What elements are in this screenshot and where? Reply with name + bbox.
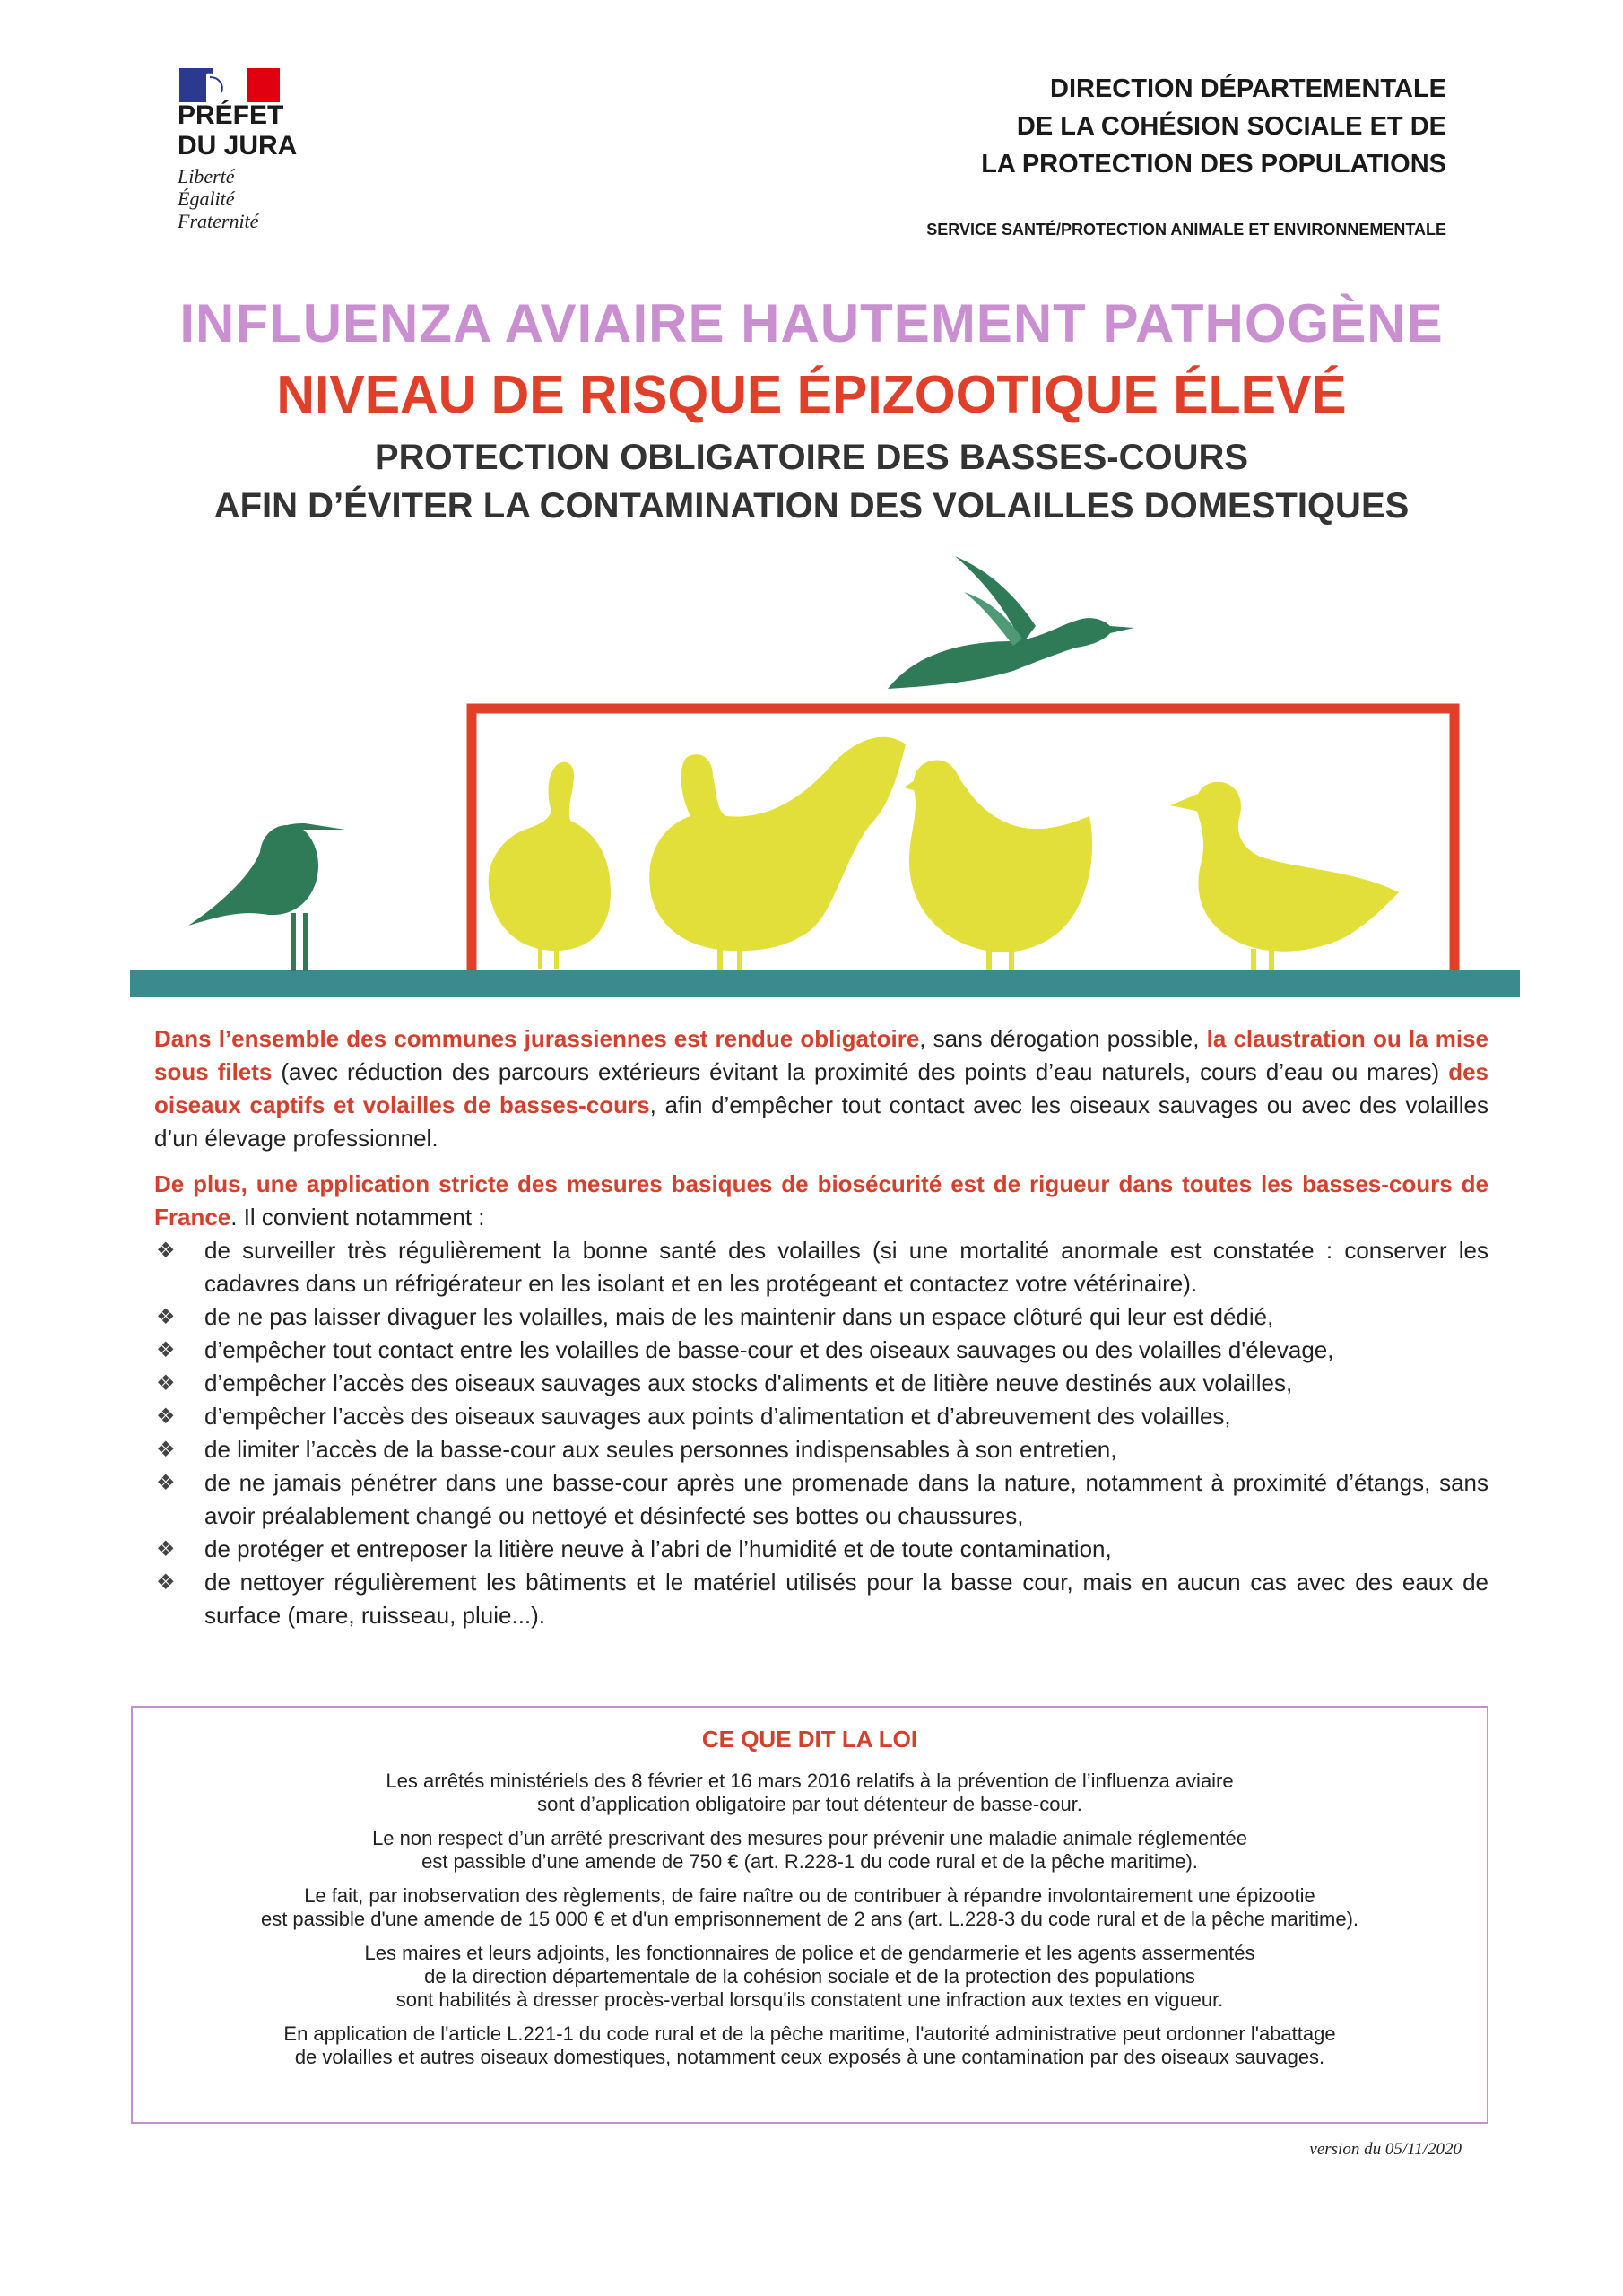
bullet-icon: ❖ [156,1239,176,1263]
law-line: est passible d'une amende de 15 000 € et d'un emprisonnement de 2 ans (art. L.228-3 du code rural et de la pêche maritime). [260,1908,1359,1930]
law-paragraph [133,2022,1487,2069]
law-line: sont d’application obligatoire par tout détenteur de basse-cour. [537,1793,1082,1815]
service-name: SERVICE SANTÉ/PROTECTION ANIMALE ET ENVIRONNEMENTALE [926,221,1446,239]
law-line: Les maires et leurs adjoints, les fonctionnaires de police et de gendarmerie et les agents assermentés [364,1942,1255,1964]
highlight-text: la claustration ou la mise sous filets [154,1025,1488,1085]
law-line: de volailles et autres oiseaux domestiques, notamment ceux exposés à une contamination par des oiseaux sauvages. [294,2046,1325,2068]
paragraph-obligation [154,1022,1488,1155]
list-item-text: d’empêcher tout contact entre les volailles de basse-cour et des oiseaux sauvages ou des volailles d'élevage, [204,1336,1334,1363]
list-item [154,1433,1488,1466]
law-line: En application de l'article L.221-1 du code rural et de la pêche maritime, l'autorité administrative peut ordonner l'abattage [283,2022,1336,2045]
law-box [131,1706,1488,2124]
biosecurity-list [154,1234,1488,1632]
bullet-icon: ❖ [156,1438,176,1462]
highlight-text: des oiseaux captifs et volailles de basses-cours [154,1058,1488,1118]
list-item [154,1234,1488,1300]
guinea-fowl-icon [489,762,611,969]
birds-illustration [126,556,1524,1004]
ground-strip [130,970,1520,997]
bullet-icon: ❖ [156,1338,176,1362]
motto-line: Égalité [178,187,235,210]
law-paragraph [133,1942,1487,2012]
law-paragraph [133,1770,1487,1816]
bullet-icon: ❖ [156,1537,176,1561]
body-text: , afin d’empêcher tout contact avec les oiseaux sauvages ou avec des volailles d’un élevage professionnel. [154,1091,1488,1152]
version-note: version du 05/11/2020 [1309,2140,1462,2159]
list-item [154,1466,1488,1533]
domestic-duck-icon [1170,782,1399,970]
list-item [154,1566,1488,1632]
law-line: sont habilités à dresser procès-verbal lorsqu'ils constatent une infraction aux textes en vigueur. [395,1988,1224,2011]
body-text: , sans dérogation possible, [919,1025,1207,1052]
paragraph-biosecurity [154,1168,1488,1234]
flying-duck-icon [888,556,1134,689]
main-text [154,1022,1488,1632]
law-line: Le non respect d’un arrêté prescrivant des mesures pour prévenir une maladie animale réglementée [372,1827,1247,1849]
law-line: Le fait, par inobservation des règlements, de faire naître ou de contribuer à répandre involontairement une épizootie [304,1884,1315,1907]
motto-line: Liberté [178,165,235,187]
list-item-text: de surveiller très régulièrement la bonne santé des volailles (si une mortalité anormale est constatée : conserver les cadavres dans un réfrigérateur en les isolant et en les protégeant et contactez votre vétérinaire). [204,1237,1488,1297]
list-item-text: de limiter l’accès de la basse-cour aux seules personnes indispensables à son entretien, [204,1436,1117,1463]
title-disease: INFLUENZA AVIAIRE HAUTEMENT PATHOGÈNE [179,293,1444,353]
list-item [154,1367,1488,1400]
prefet-line: DU JURA [178,131,298,161]
direction-line: DIRECTION DÉPARTEMENTALE [1050,74,1446,103]
direction-line: LA PROTECTION DES POPULATIONS [981,150,1446,178]
list-item-text: d’empêcher l’accès des oiseaux sauvages aux stocks d'aliments et de litière neuve destinés aux volailles, [204,1370,1293,1396]
bullet-icon: ❖ [156,1471,176,1495]
law-paragraphs [133,1770,1487,2069]
republic-motto [178,165,258,232]
bullet-icon: ❖ [156,1305,176,1329]
wild-bird-icon [188,823,345,971]
prefet-line: PRÉFET [178,100,284,130]
law-paragraph [133,1827,1487,1874]
law-line: est passible d’une amende de 750 € (art. R.228-1 du code rural et de la pêche maritime). [421,1850,1198,1873]
hen-icon [904,760,1092,970]
body-text: . Il convient notamment : [230,1204,485,1231]
subtitle-purpose: AFIN D’ÉVITER LA CONTAMINATION DES VOLAILLES DOMESTIQUES [213,486,1410,526]
bullet-icon: ❖ [156,1570,176,1595]
law-title: CE QUE DIT LA LOI [701,1726,918,1752]
subtitle-protection: PROTECTION OBLIGATOIRE DES BASSES-COURS [374,438,1249,477]
direction-line: DE LA COHÉSION SOCIALE ET DE [1016,112,1446,141]
motto-line: Fraternité [178,210,259,232]
prefet-title [178,100,297,161]
body-text: (avec réduction des parcours extérieurs évitant la proximité des points d’eau naturels, cours d’eau ou mares) [272,1058,1449,1085]
marianne-flag-logo [179,68,280,102]
bullet-icon: ❖ [156,1371,176,1396]
list-item [154,1400,1488,1433]
turkey-icon [649,737,906,970]
list-item-text: de ne pas laisser divaguer les volailles, mais de les maintenir dans un espace clôturé qui leur est dédié, [204,1303,1274,1330]
list-item [154,1533,1488,1566]
list-item-text: d’empêcher l’accès des oiseaux sauvages aux points d’alimentation et d’abreuvement des volailles, [204,1403,1231,1430]
list-item-text: de nettoyer régulièrement les bâtiments et le matériel utilisés pour la basse cour, mais en aucun cas avec des eaux de surface (mare, ruisseau, pluie...). [204,1569,1488,1629]
direction-heading [981,70,1446,183]
title-risk-level: NIVEAU DE RISQUE ÉPIZOOTIQUE ÉLEVÉ [276,365,1347,424]
highlight-text: De plus, une application stricte des mesures basiques de biosécurité est de rigueur dans toutes les basses-cours de France [154,1170,1488,1231]
highlight-text: Dans l’ensemble des communes jurassiennes est rendue obligatoire [154,1025,920,1052]
list-item [154,1300,1488,1334]
law-paragraph [133,1884,1487,1931]
law-line: Les arrêtés ministériels des 8 février et 16 mars 2016 relatifs à la prévention de l’influenza aviaire [386,1770,1234,1792]
law-line: de la direction départementale de la cohésion sociale et de la protection des populations [424,1965,1195,1987]
bullet-icon: ❖ [156,1405,176,1429]
list-item [154,1334,1488,1367]
list-item-text: de protéger et entreposer la litière neuve à l’abri de l’humidité et de toute contamination, [204,1535,1112,1562]
list-item-text: de ne jamais pénétrer dans une basse-cour après une promenade dans la nature, notamment à proximité d’étangs, sans avoir préalablement changé ou nettoyé et désinfecté ses bottes ou chaussures, [204,1469,1488,1529]
